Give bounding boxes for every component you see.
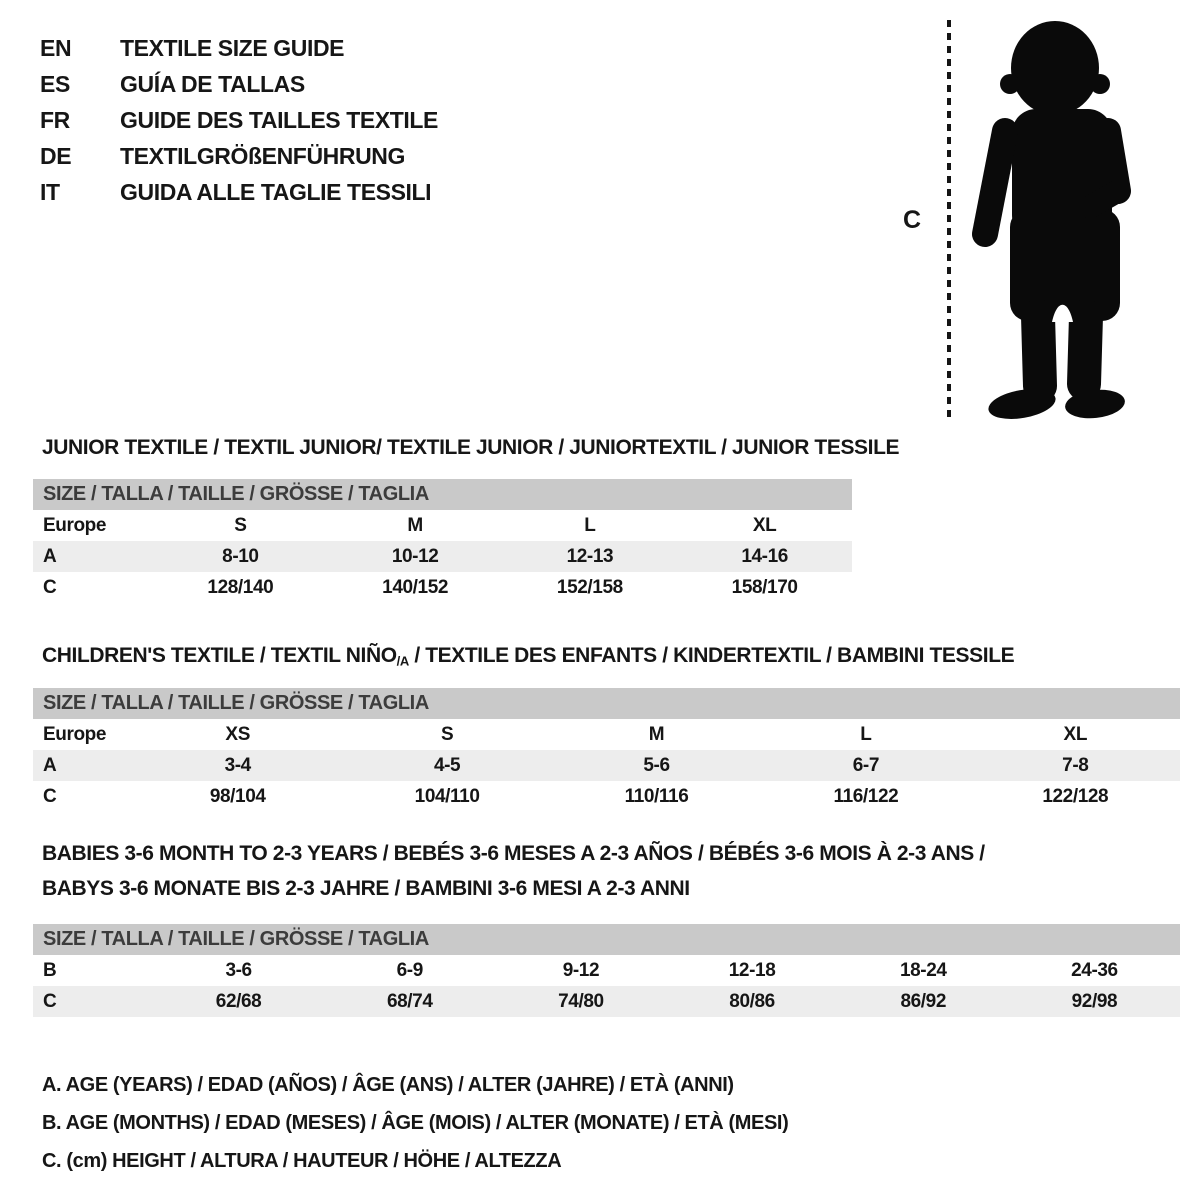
guide-title: GUIDE DES TAILLES TEXTILE bbox=[120, 106, 438, 133]
table-cell: 86/92 bbox=[900, 990, 947, 1012]
language-code: IT bbox=[40, 178, 60, 205]
table-row bbox=[33, 719, 1180, 750]
table-cell: XL bbox=[752, 514, 777, 536]
table-header: SIZE / TALLA / TAILLE / GRÖSSE / TAGLIA bbox=[33, 924, 1180, 955]
table-cell: 12-18 bbox=[728, 959, 776, 981]
table-cell: S bbox=[440, 723, 454, 745]
table-cell: 3-4 bbox=[224, 754, 251, 776]
list-item bbox=[40, 174, 438, 210]
language-code: ES bbox=[40, 70, 70, 97]
table-cell: 122/128 bbox=[1042, 785, 1109, 807]
babies-section-title-line2: BABYS 3-6 MONATE BIS 2-3 JAHRE / BAMBINI 3-6 MESI A 2-3 ANNI bbox=[42, 877, 690, 900]
junior-size-table bbox=[33, 479, 852, 603]
table-cell: 5-6 bbox=[643, 754, 670, 776]
table-cell: 158/170 bbox=[731, 576, 798, 598]
table-cell: 24-36 bbox=[1071, 959, 1118, 981]
table-cell: 152/158 bbox=[556, 576, 623, 598]
table-cell: 92/98 bbox=[1071, 990, 1118, 1012]
table-cell: 110/116 bbox=[624, 785, 689, 807]
table-cell: 12-13 bbox=[566, 545, 614, 567]
language-code: EN bbox=[40, 34, 72, 61]
guide-title: GUÍA DE TALLAS bbox=[120, 70, 305, 97]
table-cell: 3-6 bbox=[225, 959, 252, 981]
children-title-suffix: / TEXTILE DES ENFANTS / KINDERTEXTIL / BAMBINI TESSILE bbox=[408, 644, 1015, 667]
table-header: SIZE / TALLA / TAILLE / GRÖSSE / TAGLIA bbox=[33, 479, 852, 510]
table-cell: 14-16 bbox=[741, 545, 788, 567]
table-row bbox=[33, 955, 1180, 986]
table-cell: 6-9 bbox=[396, 959, 423, 981]
table-cell: 98/104 bbox=[209, 785, 266, 807]
legend-line-b: B. AGE (MONTHS) / EDAD (MESES) / ÂGE (MOIS) / ALTER (MONATE) / ETÀ (MESI) bbox=[42, 1111, 789, 1134]
table-cell: M bbox=[407, 514, 423, 536]
table-row bbox=[33, 541, 852, 572]
table-cell: 7-8 bbox=[1062, 754, 1089, 776]
language-title-list bbox=[40, 30, 438, 210]
guide-title: TEXTILGRÖßENFÜHRUNG bbox=[120, 142, 405, 169]
language-code: DE bbox=[40, 142, 72, 169]
babies-section-title-line1: BABIES 3-6 MONTH TO 2-3 YEARS / BEBÉS 3-6 MESES A 2-3 AÑOS / BÉBÉS 3-6 MOIS À 2-3 ANS / bbox=[42, 842, 985, 865]
table-cell: M bbox=[648, 723, 665, 745]
row-label: Europe bbox=[43, 723, 107, 745]
table-cell: 6-7 bbox=[852, 754, 880, 776]
table-row bbox=[33, 750, 1180, 781]
table-cell: 80/86 bbox=[729, 990, 775, 1012]
table-cell: 140/152 bbox=[382, 576, 449, 598]
table-cell: XS bbox=[225, 723, 250, 745]
table-cell: 62/68 bbox=[215, 990, 262, 1012]
table-header: SIZE / TALLA / TAILLE / GRÖSSE / TAGLIA bbox=[33, 688, 1180, 719]
table-cell: 68/74 bbox=[386, 990, 433, 1012]
table-cell: 10-12 bbox=[391, 545, 439, 567]
table-cell: 104/110 bbox=[414, 785, 480, 807]
legend-line-c: C. (cm) HEIGHT / ALTURA / HAUTEUR / HÖHE / ALTEZZA bbox=[42, 1149, 562, 1172]
guide-title: GUIDA ALLE TAGLIE TESSILI bbox=[120, 178, 432, 205]
list-item bbox=[40, 138, 438, 174]
junior-section-title: JUNIOR TEXTILE / TEXTIL JUNIOR/ TEXTILE JUNIOR / JUNIORTEXTIL / JUNIOR TESSILE bbox=[42, 436, 900, 459]
children-section-title bbox=[42, 644, 1014, 669]
row-label: B bbox=[43, 959, 57, 981]
table-cell: 9-12 bbox=[562, 959, 600, 981]
height-measure-label: C bbox=[903, 206, 921, 234]
list-item bbox=[40, 66, 438, 102]
table-row bbox=[33, 781, 1180, 812]
row-label: A bbox=[43, 545, 57, 567]
measurement-legend bbox=[42, 1066, 788, 1180]
row-label: C bbox=[43, 990, 57, 1012]
children-size-table bbox=[33, 688, 1180, 812]
table-cell: 116/122 bbox=[833, 785, 899, 807]
table-cell: L bbox=[584, 514, 596, 536]
table-cell: XL bbox=[1063, 723, 1088, 745]
toddler-silhouette-icon bbox=[960, 16, 1145, 421]
table-row bbox=[33, 510, 852, 541]
list-item bbox=[40, 30, 438, 66]
children-title-sub: /A bbox=[396, 653, 409, 669]
row-label: C bbox=[43, 576, 57, 598]
table-row bbox=[33, 572, 852, 603]
row-label: Europe bbox=[43, 514, 107, 536]
legend-line-a: A. AGE (YEARS) / EDAD (AÑOS) / ÂGE (ANS) / ALTER (JAHRE) / ETÀ (ANNI) bbox=[42, 1073, 734, 1096]
children-title-prefix: CHILDREN'S TEXTILE / TEXTIL NIÑO bbox=[42, 644, 397, 667]
row-label: C bbox=[43, 785, 57, 807]
table-cell: 8-10 bbox=[222, 545, 259, 567]
row-label: A bbox=[43, 754, 57, 776]
table-cell: 4-5 bbox=[433, 754, 461, 776]
table-cell: L bbox=[860, 723, 872, 745]
list-item bbox=[40, 102, 438, 138]
height-measure-dashed-line bbox=[947, 20, 951, 418]
table-row bbox=[33, 986, 1180, 1017]
guide-title: TEXTILE SIZE GUIDE bbox=[120, 34, 345, 61]
table-cell: 74/80 bbox=[558, 990, 604, 1012]
babies-size-table bbox=[33, 924, 1180, 1017]
table-cell: 18-24 bbox=[899, 959, 947, 981]
table-cell: S bbox=[234, 514, 247, 536]
table-cell: 128/140 bbox=[207, 576, 274, 598]
language-code: FR bbox=[40, 106, 70, 133]
